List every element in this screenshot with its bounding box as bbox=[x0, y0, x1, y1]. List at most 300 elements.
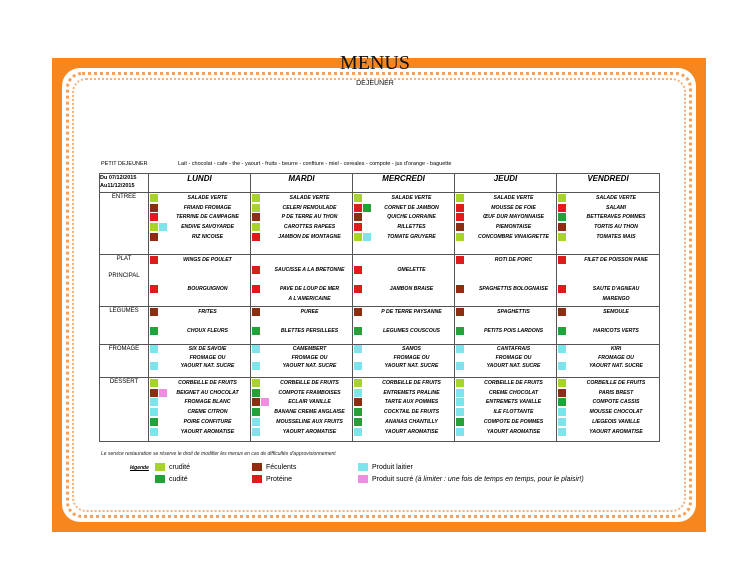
category-label: ENTREE bbox=[111, 194, 137, 200]
menu-item bbox=[251, 232, 352, 242]
menu-item-label: SALADE VERTE bbox=[289, 194, 330, 201]
menu-item bbox=[251, 284, 352, 294]
food-group-swatch-produit-laitier bbox=[456, 398, 464, 406]
menu-item bbox=[251, 407, 352, 417]
menu-item-label: YAOURT AROMATISE bbox=[180, 428, 235, 435]
menu-item bbox=[353, 388, 454, 398]
menu-item-label: SALAMI bbox=[606, 204, 626, 211]
food-group-swatch-produit-laitier bbox=[252, 428, 260, 436]
food-group-markers bbox=[353, 285, 372, 293]
menu-item-label: MOUSSE CHOCOLAT bbox=[589, 409, 643, 416]
food-group-swatch-produit-laitier bbox=[150, 345, 158, 353]
food-group-markers bbox=[455, 194, 474, 202]
cell-fromage-lundi bbox=[149, 345, 251, 378]
menu-item bbox=[353, 275, 454, 285]
menu-item-label: YAOURT NAT. SUCRE bbox=[282, 362, 337, 369]
row-fromage bbox=[100, 345, 660, 378]
menu-item-label: LIEGEOIS VANILLE bbox=[592, 419, 640, 426]
menu-item-label: QUICHE LORRAINE bbox=[387, 214, 436, 221]
menu-item-label: FROMAGE OU bbox=[598, 354, 634, 361]
food-group-swatch-proteine bbox=[558, 204, 566, 212]
menu-item bbox=[353, 362, 454, 370]
menu-item bbox=[353, 398, 454, 408]
food-group-swatch-produit-laitier bbox=[558, 418, 566, 426]
food-group-swatch-proteine bbox=[558, 285, 566, 293]
menu-item-label: FROMAGE OU bbox=[189, 354, 226, 361]
food-group-swatch-proteine bbox=[150, 256, 158, 264]
menu-item-label: ŒUF DUR MAYONNAISE bbox=[482, 214, 544, 221]
cell-plat-mardi bbox=[251, 255, 353, 307]
menu-item bbox=[353, 417, 454, 427]
cell-plat-mercredi bbox=[353, 255, 455, 307]
food-group-swatch-proteine bbox=[456, 213, 464, 221]
menu-item bbox=[149, 317, 250, 327]
menu-item bbox=[557, 203, 659, 213]
menu-item bbox=[455, 407, 556, 417]
menu-item bbox=[149, 255, 250, 265]
menu-item bbox=[251, 417, 352, 427]
footnote: Le service restauration se réserve le droit de modifier les menus en cas de difficultés d'approvisionnement bbox=[101, 451, 336, 457]
food-group-swatch-produit-laitier bbox=[150, 398, 158, 406]
row-dessert bbox=[100, 378, 660, 442]
food-group-markers bbox=[251, 213, 270, 221]
petit-dejeuner-text: Lait - chocolat - cafe - the - yaourt - fruits - beurre - confiture - miel - cereales - compote - jus d'orange - baguette bbox=[178, 161, 452, 167]
food-group-swatch-crudite-light bbox=[252, 204, 260, 212]
food-group-markers bbox=[149, 204, 168, 212]
food-group-markers bbox=[251, 223, 270, 231]
category-plat bbox=[100, 255, 149, 307]
food-group-swatch-feculents bbox=[150, 233, 158, 241]
food-group-swatch-crudite-light bbox=[354, 379, 362, 387]
menu-item bbox=[251, 265, 352, 275]
menu-item-label: CORBEILLE DE FRUITS bbox=[484, 379, 543, 386]
food-group-swatch-feculents bbox=[456, 308, 464, 316]
menu-item bbox=[557, 407, 659, 417]
menu-item bbox=[149, 345, 250, 353]
food-group-markers bbox=[455, 327, 474, 335]
menu-item bbox=[455, 362, 556, 370]
menu-item bbox=[455, 353, 556, 361]
food-group-markers bbox=[149, 308, 168, 316]
food-group-markers bbox=[557, 428, 576, 436]
food-group-swatch-produit-laitier bbox=[558, 408, 566, 416]
food-group-markers bbox=[353, 327, 372, 335]
menu-item-label: MOUSSELINE AUX FRUITS bbox=[276, 419, 343, 426]
legend-label-feculents: Féculents bbox=[266, 463, 297, 471]
menu-item bbox=[353, 407, 454, 417]
food-group-swatch-crudite-light bbox=[150, 223, 158, 231]
cell-legumes-jeudi bbox=[455, 307, 557, 345]
menu-item-label: CANTAFRAIS bbox=[496, 346, 531, 353]
date-range bbox=[100, 174, 149, 193]
menu-item-label: SALADE VERTE bbox=[596, 194, 636, 201]
food-group-markers bbox=[455, 418, 474, 426]
menu-item bbox=[557, 232, 659, 242]
food-group-markers bbox=[353, 408, 372, 416]
food-group-swatch-crudite-dark bbox=[558, 327, 566, 335]
menu-item bbox=[455, 427, 556, 437]
menu-item bbox=[251, 213, 352, 223]
legend-label-sucre: Produit sucré bbox=[372, 475, 414, 483]
menu-item-label: PIEMONTAISE bbox=[495, 224, 532, 231]
food-group-markers bbox=[149, 398, 168, 406]
menu-item bbox=[557, 378, 659, 388]
menu-item-label: SALADE VERTE bbox=[187, 194, 228, 201]
food-group-markers bbox=[149, 345, 168, 353]
food-group-swatch-produit-laitier bbox=[558, 428, 566, 436]
legend-item-crudite-dark bbox=[155, 475, 188, 483]
legend-item-feculents bbox=[252, 463, 296, 471]
legend-label-crudite-light: crudité bbox=[169, 463, 191, 471]
food-group-swatch-produit-laitier bbox=[363, 233, 371, 241]
menu-item bbox=[557, 362, 659, 370]
menu-item-label: BEIGNET AU CHOCOLAT bbox=[176, 389, 239, 396]
food-group-markers bbox=[251, 418, 270, 426]
food-group-swatch-feculents bbox=[558, 389, 566, 397]
menu-item bbox=[557, 417, 659, 427]
menu-item-label: SEMOULE bbox=[603, 308, 629, 315]
page-title: MENUS bbox=[339, 52, 410, 74]
cell-legumes-mercredi bbox=[353, 307, 455, 345]
menu-item-label: POIRE CONFITURE bbox=[183, 419, 232, 426]
menu-item-label: YAOURT AROMATISE bbox=[486, 428, 541, 435]
menu-item-label: CHOUX FLEURS bbox=[187, 328, 228, 335]
food-group-markers bbox=[557, 285, 576, 293]
food-group-swatch-crudite-dark bbox=[150, 418, 158, 426]
food-group-markers bbox=[251, 345, 270, 353]
menu-item bbox=[353, 378, 454, 388]
menu-item bbox=[251, 398, 352, 408]
menu-item bbox=[353, 353, 454, 361]
menu-item-label: OMELETTE bbox=[397, 266, 426, 273]
food-group-swatch-crudite-light bbox=[150, 194, 158, 202]
category-label: PRINCIPAL bbox=[108, 273, 140, 279]
food-group-swatch-feculents bbox=[252, 398, 260, 406]
food-group-swatch-crudite-light bbox=[150, 379, 158, 387]
food-group-swatch-crudite-light bbox=[354, 233, 362, 241]
menu-item bbox=[353, 284, 454, 294]
cell-legumes-lundi bbox=[149, 307, 251, 345]
menu-item-label: CELERI REMOULADE bbox=[282, 204, 337, 211]
menu-item-label: BANANE CREME ANGLAISE bbox=[274, 409, 345, 416]
menu-item-label: SAUCISSE A LA BRETONNE bbox=[274, 266, 345, 273]
food-group-swatch-produit-laitier bbox=[252, 345, 260, 353]
menu-item bbox=[353, 427, 454, 437]
menu-item bbox=[149, 193, 250, 203]
menu-item bbox=[149, 327, 250, 337]
menu-item bbox=[455, 232, 556, 242]
menu-item bbox=[455, 193, 556, 203]
food-group-swatch-crudite-dark bbox=[354, 408, 362, 416]
food-group-swatch-feculents bbox=[252, 308, 260, 316]
food-group-markers bbox=[557, 256, 576, 264]
swatch-feculents bbox=[252, 463, 262, 471]
menu-item bbox=[455, 327, 556, 337]
food-group-swatch-proteine bbox=[252, 266, 260, 274]
menu-item-label: TORTIS AU THON bbox=[594, 224, 638, 231]
menu-item bbox=[149, 362, 250, 370]
category-entree bbox=[100, 193, 149, 255]
food-group-swatch-produit-laitier bbox=[150, 362, 158, 370]
food-group-markers bbox=[557, 213, 576, 221]
menu-item-label: FILET DE POISSON PANE bbox=[584, 256, 648, 263]
cell-fromage-vendredi bbox=[557, 345, 660, 378]
legend-label-crudite-dark: cudité bbox=[169, 475, 188, 483]
food-group-swatch-proteine bbox=[354, 204, 362, 212]
menu-item-label: A L'AMERICAINE bbox=[288, 296, 331, 303]
menu-item-label: SAMOS bbox=[401, 346, 422, 353]
menu-item-label: SPAGHETTIS BOLOGNAISE bbox=[478, 286, 549, 293]
food-group-swatch-produit-laitier bbox=[150, 428, 158, 436]
food-group-swatch-proteine bbox=[252, 285, 260, 293]
menu-item bbox=[149, 265, 250, 275]
food-group-swatch-feculents bbox=[456, 285, 464, 293]
menu-item bbox=[251, 275, 352, 285]
menu-item-label: MOUSSE DE FOIE bbox=[491, 204, 536, 211]
menu-item bbox=[557, 388, 659, 398]
food-group-markers bbox=[251, 389, 270, 397]
menu-item-label: TOMATES MAIS bbox=[596, 234, 636, 241]
food-group-markers bbox=[455, 233, 474, 241]
menu-item bbox=[251, 222, 352, 232]
menu-item bbox=[149, 407, 250, 417]
food-group-markers bbox=[557, 398, 576, 406]
menu-item-label: YAOURT AROMATISE bbox=[282, 428, 337, 435]
menu-item bbox=[455, 378, 556, 388]
food-group-markers bbox=[353, 213, 372, 221]
menu-item bbox=[251, 427, 352, 437]
menu-item bbox=[149, 275, 250, 285]
menu-item-label: CAROTTES RAPEES bbox=[283, 224, 336, 231]
legend-item-sucre bbox=[358, 475, 584, 483]
menu-item-label: LEGUMES COUSCOUS bbox=[382, 328, 441, 335]
food-group-swatch-produit-sucre bbox=[159, 389, 167, 397]
menu-item bbox=[149, 427, 250, 437]
food-group-markers bbox=[557, 233, 576, 241]
menu-item bbox=[455, 265, 556, 275]
day-header-jeudi: JEUDI bbox=[455, 174, 557, 193]
menu-item bbox=[455, 203, 556, 213]
food-group-markers bbox=[149, 379, 168, 387]
food-group-swatch-crudite-light bbox=[558, 379, 566, 387]
food-group-markers bbox=[149, 362, 168, 370]
legend-title: légende bbox=[130, 465, 149, 471]
menu-item bbox=[455, 417, 556, 427]
menu-item-label: SALADE VERTE bbox=[391, 194, 432, 201]
food-group-swatch-produit-laitier bbox=[150, 408, 158, 416]
menu-item-label: SPAGHETTIS bbox=[497, 308, 530, 315]
food-group-markers bbox=[557, 379, 576, 387]
food-group-markers bbox=[353, 308, 372, 316]
menu-item bbox=[353, 345, 454, 353]
food-group-markers bbox=[557, 327, 576, 335]
menu-item-label: TOMATE GRUYERE bbox=[387, 234, 436, 241]
menu-item bbox=[149, 398, 250, 408]
menu-item-label: RILLETTES bbox=[397, 224, 426, 231]
cell-legumes-mardi bbox=[251, 307, 353, 345]
food-group-markers bbox=[149, 327, 168, 335]
menu-item-label: CONCOMBRE VINAIGRETTE bbox=[478, 234, 549, 241]
food-group-markers bbox=[149, 194, 168, 202]
food-group-markers bbox=[353, 389, 372, 397]
cell-dessert-vendredi bbox=[557, 378, 660, 442]
date-end: Au11/12/2015 bbox=[100, 183, 135, 189]
category-label: FROMAGE bbox=[108, 346, 140, 352]
food-group-swatch-feculents bbox=[354, 308, 362, 316]
menu-item-label: PARIS BREST bbox=[598, 389, 634, 396]
cell-dessert-mercredi bbox=[353, 378, 455, 442]
swatch-sucre bbox=[358, 475, 368, 483]
food-group-markers bbox=[353, 194, 372, 202]
food-group-swatch-produit-laitier bbox=[159, 223, 167, 231]
food-group-markers bbox=[455, 398, 474, 406]
menu-item-label: ECLAIR VANILLE bbox=[288, 399, 331, 406]
menu-item bbox=[149, 388, 250, 398]
menu-item-label: FROMAGE OU bbox=[495, 354, 532, 361]
food-group-swatch-crudite-light bbox=[252, 379, 260, 387]
menu-item bbox=[353, 193, 454, 203]
food-group-swatch-crudite-dark bbox=[456, 327, 464, 335]
food-group-swatch-crudite-dark bbox=[456, 418, 464, 426]
food-group-markers bbox=[353, 428, 372, 436]
menu-item-label: YAOURT AROMATISE bbox=[589, 428, 643, 435]
food-group-markers bbox=[149, 285, 168, 293]
food-group-swatch-proteine bbox=[252, 233, 260, 241]
cell-fromage-mercredi bbox=[353, 345, 455, 378]
food-group-swatch-crudite-light bbox=[456, 379, 464, 387]
menu-item bbox=[251, 203, 352, 213]
food-group-swatch-proteine bbox=[558, 256, 566, 264]
food-group-markers bbox=[353, 398, 372, 406]
legend-item-crudite-light bbox=[155, 463, 190, 471]
cell-entree-vendredi bbox=[557, 193, 660, 255]
cell-dessert-jeudi bbox=[455, 378, 557, 442]
menu-item bbox=[557, 255, 659, 265]
menu-item bbox=[149, 378, 250, 388]
food-group-swatch-produit-laitier bbox=[354, 362, 362, 370]
food-group-swatch-produit-laitier bbox=[252, 418, 260, 426]
food-group-swatch-proteine bbox=[150, 285, 158, 293]
menu-item-label: TERRINE DE CAMPAGNE bbox=[176, 214, 239, 221]
food-group-markers bbox=[149, 223, 168, 231]
food-group-swatch-feculents bbox=[558, 223, 566, 231]
day-header-mardi: MARDI bbox=[251, 174, 353, 193]
menu-item-label: CORNET DE JAMBON bbox=[384, 204, 439, 211]
row-entree bbox=[100, 193, 660, 255]
menu-item bbox=[149, 284, 250, 294]
menu-item bbox=[353, 222, 454, 232]
menu-item bbox=[557, 307, 659, 317]
food-group-swatch-feculents bbox=[150, 389, 158, 397]
food-group-markers bbox=[557, 308, 576, 316]
food-group-markers bbox=[557, 408, 576, 416]
menu-item bbox=[353, 213, 454, 223]
food-group-swatch-feculents bbox=[150, 308, 158, 316]
menu-item bbox=[455, 345, 556, 353]
category-label: LEGUMES bbox=[109, 308, 139, 314]
food-group-swatch-produit-laitier bbox=[558, 362, 566, 370]
menu-item-label: WINGS DE POULET bbox=[183, 256, 232, 263]
page-subtitle: DEJEUNER bbox=[356, 80, 394, 87]
menu-item bbox=[557, 193, 659, 203]
swatch-laitier bbox=[358, 463, 368, 471]
legend-item-proteine bbox=[252, 475, 292, 483]
food-group-swatch-feculents bbox=[558, 308, 566, 316]
food-group-swatch-crudite-dark bbox=[558, 398, 566, 406]
menu-item bbox=[149, 307, 250, 317]
food-group-swatch-crudite-light bbox=[558, 194, 566, 202]
category-fromage bbox=[100, 345, 149, 378]
food-group-swatch-crudite-light bbox=[252, 194, 260, 202]
cell-plat-lundi bbox=[149, 255, 251, 307]
row-legumes bbox=[100, 307, 660, 345]
food-group-markers bbox=[149, 428, 168, 436]
food-group-swatch-feculents bbox=[354, 213, 362, 221]
menu-item-label: CAMEMBERT bbox=[292, 346, 327, 353]
food-group-swatch-produit-laitier bbox=[354, 428, 362, 436]
menu-item-label: HARICOTS VERTS bbox=[593, 328, 639, 335]
food-group-swatch-produit-laitier bbox=[456, 428, 464, 436]
food-group-markers bbox=[251, 408, 270, 416]
cell-plat-vendredi bbox=[557, 255, 660, 307]
food-group-markers bbox=[251, 233, 270, 241]
menu-item-label: TARTE AUX POMMES bbox=[384, 399, 439, 406]
menu-item-label: KIRI bbox=[610, 346, 622, 353]
menu-item bbox=[455, 307, 556, 317]
menu-item-label: ENTREMETS VANILLE bbox=[485, 399, 542, 406]
day-header-mercredi: MERCREDI bbox=[353, 174, 455, 193]
legend-item-laitier bbox=[358, 463, 413, 471]
food-group-markers bbox=[557, 389, 576, 397]
food-group-markers bbox=[455, 379, 474, 387]
food-group-swatch-crudite-light bbox=[456, 233, 464, 241]
menu-item bbox=[251, 362, 352, 370]
cell-entree-mercredi bbox=[353, 193, 455, 255]
menu-item-label: FROMAGE BLANC bbox=[184, 399, 231, 406]
menu-item-label: SAUTE D'AGNEAU bbox=[592, 286, 640, 293]
food-group-swatch-crudite-dark bbox=[252, 327, 260, 335]
menu-item bbox=[557, 294, 659, 304]
menu-item-label: JAMBON BRAISE bbox=[389, 286, 434, 293]
menu-table bbox=[99, 173, 660, 442]
menu-item bbox=[557, 427, 659, 437]
menu-item-label: YAOURT NAT. SUCRE bbox=[486, 362, 541, 369]
food-group-swatch-crudite-dark bbox=[354, 327, 362, 335]
menu-item bbox=[557, 275, 659, 285]
legend-label-proteine: Protéine bbox=[266, 475, 293, 483]
food-group-swatch-produit-laitier bbox=[252, 362, 260, 370]
food-group-swatch-produit-laitier bbox=[456, 408, 464, 416]
menu-item bbox=[353, 203, 454, 213]
menu-item-label: FROMAGE OU bbox=[393, 354, 430, 361]
food-group-markers bbox=[455, 408, 474, 416]
cell-fromage-mardi bbox=[251, 345, 353, 378]
menu-item-label: RIZ NICOISE bbox=[191, 234, 224, 241]
menu-item-label: COCKTAIL DE FRUITS bbox=[383, 409, 440, 416]
menu-item bbox=[251, 255, 352, 265]
food-group-swatch-crudite-dark bbox=[252, 408, 260, 416]
food-group-swatch-proteine bbox=[150, 213, 158, 221]
food-group-markers bbox=[455, 204, 474, 212]
header-row bbox=[100, 174, 660, 193]
food-group-swatch-crudite-light bbox=[558, 233, 566, 241]
food-group-markers bbox=[353, 223, 372, 231]
food-group-markers bbox=[149, 418, 168, 426]
food-group-markers bbox=[557, 362, 576, 370]
menu-item-label: CORBEILLE DE FRUITS bbox=[586, 379, 646, 386]
menu-item bbox=[455, 388, 556, 398]
food-group-markers bbox=[149, 233, 168, 241]
